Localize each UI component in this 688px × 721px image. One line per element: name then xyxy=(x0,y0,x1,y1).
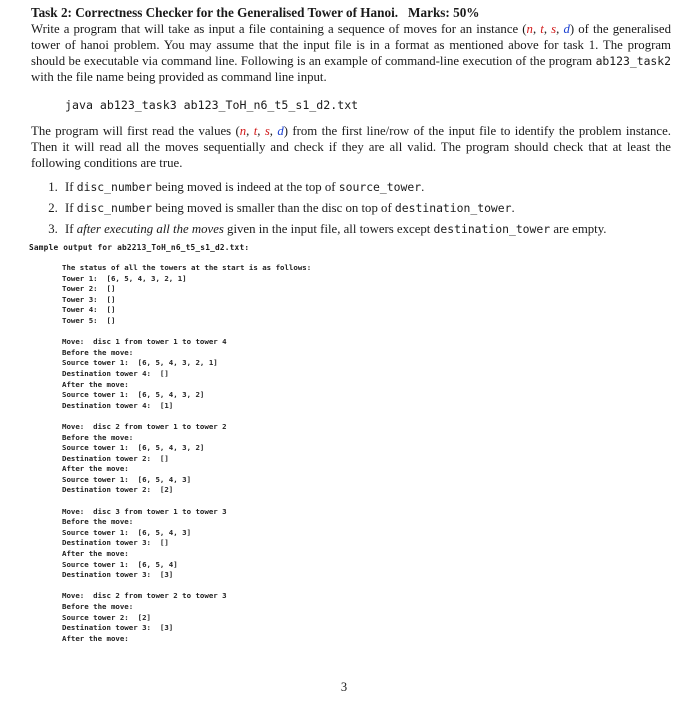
output-line: After the move: xyxy=(62,633,129,643)
output-line: Before the move: xyxy=(62,602,134,611)
intro-text-a: Write a program that will take as input a file containing a sequence of moves for an instance ( xyxy=(31,22,527,36)
output-line: Move: disc 2 from tower 2 to tower 3 xyxy=(62,591,227,601)
output-line xyxy=(62,327,671,338)
output-line: After the move: xyxy=(62,549,129,559)
var-n: n xyxy=(526,22,533,36)
cond-text: are empty. xyxy=(550,222,607,236)
task-marks: Marks: 50% xyxy=(408,5,480,20)
intro-text-c: with the file name being provided as command line input. xyxy=(31,70,327,84)
output-line: Source tower 1: [6, 5, 4] xyxy=(62,559,178,569)
sample-output-label: Sample output for ab2213_ToH_n6_t5_s1_d2.txt: xyxy=(29,243,250,252)
output-line: Tower 3: [] xyxy=(62,294,116,304)
output-line xyxy=(62,411,671,422)
output-line: Move: disc 2 from tower 1 to tower 2 xyxy=(62,421,227,431)
cond-text: being moved is smaller than the disc on top of xyxy=(152,201,395,215)
output-line xyxy=(62,496,671,507)
var-s-2: s xyxy=(264,124,270,138)
var-n-2: n xyxy=(239,124,247,138)
output-line: Before the move: xyxy=(62,432,134,442)
condition-item xyxy=(61,179,671,195)
cond-code: destination_tower xyxy=(394,201,512,215)
output-line: Tower 1: [6, 5, 4, 3, 2, 1] xyxy=(62,273,187,283)
output-line: Move: disc 3 from tower 1 to tower 3 xyxy=(62,506,227,516)
cond-code: disc_number xyxy=(76,180,153,194)
intro-paragraph: Write a program that will take as input a file containing a sequence of moves for an instance (n, t, s, d) of the generalised tower of hanoi problem. You may assume that the input file is in a format as mentioned above for task 1. The program should be executable via command line. Following is an example of command-line execution of the program ab123_task2 with the file name being provided as command line input. xyxy=(31,22,671,84)
output-line: Source tower 1: [6, 5, 4, 3, 2] xyxy=(62,443,205,453)
desc-text-a: The program will first read the values ( xyxy=(31,124,240,138)
cond-text: being moved is indeed at the top of xyxy=(152,180,339,194)
output-line: Source tower 1: [6, 5, 4, 3] xyxy=(62,527,192,537)
output-line: Source tower 2: [2] xyxy=(62,612,151,622)
output-line: Destination tower 3: [] xyxy=(62,538,169,548)
command-line-example: java ab123_task3 ab123_ToH_n6_t5_s1_d2.txt xyxy=(65,98,359,112)
cond-text: given in the input file, all towers except xyxy=(223,222,434,236)
output-line: Destination tower 3: [3] xyxy=(62,570,174,580)
cond-text: . xyxy=(511,201,515,215)
intro-text-b: ) of the generalised tower of hanoi problem. You may assume that the input file is in a format as mentioned above for task 1. The program should be executable via command line. Following is an example of command-line execution of the program xyxy=(31,22,671,68)
cond-text: If xyxy=(65,201,77,215)
cond-text: If xyxy=(65,180,77,194)
output-line: Before the move: xyxy=(62,517,134,527)
output-line: Tower 2: [] xyxy=(62,284,116,294)
cond-code: disc_number xyxy=(76,201,153,215)
output-line: Destination tower 2: [] xyxy=(62,453,169,463)
cond-emphasis: after executing all the moves xyxy=(76,222,224,236)
output-line: After the move: xyxy=(62,379,129,389)
page-number: 3 xyxy=(340,680,348,694)
output-line: The status of all the towers at the start is as follows: xyxy=(62,263,312,272)
desc-text-b: ) from the first line/row of the input file to identify the problem instance. Then it will read all the moves sequentially and check if they are all valid. The program should check that at least the following conditions are true. xyxy=(31,124,671,170)
sample-output-block xyxy=(62,263,671,644)
output-line: Move: disc 1 from tower 1 to tower 4 xyxy=(62,337,227,347)
var-s: s xyxy=(551,22,557,36)
program-name: ab123_task2 xyxy=(595,54,671,68)
cond-code: source_tower xyxy=(338,180,422,194)
output-line: Destination tower 2: [2] xyxy=(62,485,174,495)
var-t-2: t xyxy=(253,124,258,138)
output-line: Source tower 1: [6, 5, 4, 3, 2] xyxy=(62,390,205,400)
output-line xyxy=(62,581,671,592)
var-t: t xyxy=(540,22,544,36)
output-line: Destination tower 4: [1] xyxy=(62,400,174,410)
output-line: Source tower 1: [6, 5, 4, 3, 2, 1] xyxy=(62,358,218,368)
output-line: Destination tower 3: [3] xyxy=(62,623,174,633)
description-paragraph: The program will first read the values (n, t, s, d) from the first line/row of the input file to identify the problem instance. Then it will read all the moves sequentially and check if they are all valid. The program should check that at least the following conditions are true. xyxy=(31,124,671,170)
output-line: Tower 5: [] xyxy=(62,315,116,325)
output-line: Before the move: xyxy=(62,347,134,357)
var-d: d xyxy=(563,22,570,36)
conditions-list xyxy=(31,179,671,237)
cond-code: destination_tower xyxy=(433,222,551,236)
cond-text: . xyxy=(421,180,425,194)
var-d-2: d xyxy=(277,124,284,138)
task-title: Task 2: Correctness Checker for the Generalised Tower of Hanoi. xyxy=(31,5,399,20)
output-line: Tower 4: [] xyxy=(62,305,116,315)
output-line: Destination tower 4: [] xyxy=(62,368,169,378)
cond-text: If xyxy=(65,222,77,236)
output-line: Source tower 1: [6, 5, 4, 3] xyxy=(62,474,192,484)
condition-item xyxy=(61,221,671,237)
task-heading xyxy=(31,5,671,21)
page-content xyxy=(31,5,671,644)
condition-item xyxy=(61,200,671,216)
output-line: After the move: xyxy=(62,464,129,474)
